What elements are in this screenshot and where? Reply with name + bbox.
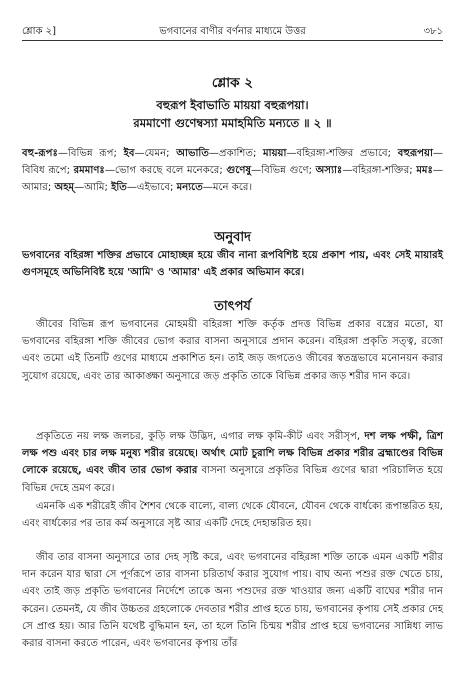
- purport-text: জীব তার বাসনা অনুসারে তার দেহ সৃষ্টি করে, এবং ভগবানের বহিরঙ্গা শক্তি তাকে এমন একটি শরীর দান করেন যার দ্বারা সে পূর্ণরূপে তার বাসনা চরিতার্থ করার সুযোগ পায়। বাঘ অন্য পশুর রক্ত খেতে চায়, এবং তাই জড় প্রকৃতি ভগবানের নির্দেশে তাকে অন্য পশুদের রক্ত খাওয়ার জন্য একটি বাঘের শরীর দান করেন। তেমনই, যে জীব উচ্চতর গ্রহলোকে দেবতার শরীর প্রাপ্ত হতে চায়, ভগবানের কৃপায় সেই প্রকার দেহ সে প্রাপ্ত হয়। আর তিনি যথেষ্ট বুদ্ধিমান হন, তা হলে তিনি চিন্ময় শরীর প্রাপ্ত হয়ে ভগবানের সান্নিধ্য লাভ করার বাসনা করতে পারেন, এবং ভগবানের কৃপায় তাঁর: [22, 552, 443, 650]
- chapter-verse-label: শ্লোক ২]: [22, 26, 57, 37]
- synonym-term: আভাতি: [176, 148, 209, 159]
- synonym-meaning: —ভোগ করছে বলে মনেকরে;: [104, 165, 227, 177]
- synonym-meaning: —বিবিধ রূপে;: [22, 148, 443, 177]
- translation-text: ভগবানের বহিরঙ্গা শক্তির প্রভাবে মোহাচ্ছন্ন হয়ে জীব নানা রূপবিশিষ্ট হয়ে প্রকাশ পায়, এবং সেই মায়ারই গুণসমূহে অভিনিবিষ্ট হয়ে 'আমি' ও 'আমার' এই প্রকার অভিমান করে।: [22, 250, 443, 279]
- synonym-meaning: —আমার;: [22, 165, 443, 194]
- synonym-term: অহম্: [54, 182, 75, 194]
- chapter-title: ভগবানের বাণীর বর্ণনার মাধ্যমে উত্তর: [159, 26, 306, 37]
- synonym-meaning: —বহিরঙ্গা-শক্তির প্রভাবে;: [286, 148, 398, 159]
- purport-paragraph-4: [22, 549, 443, 652]
- synonyms: [22, 145, 443, 197]
- synonym-meaning: —আমি;: [74, 182, 112, 194]
- synonym-term: ইব: [123, 148, 135, 159]
- verse-line-1: বহুরূপ ইবাভাতি মায়য়া বহুরূপয়া।: [156, 98, 309, 112]
- synonym-term: মমঃ: [416, 165, 433, 177]
- synonym-term: বহু-রূপঃ: [22, 148, 58, 159]
- verse-line-2: রমমাণো গুণেম্বস্যা মমাহমিতি মন্যতে ॥ ২ ॥: [133, 116, 332, 130]
- purport-paragraph-3: [22, 498, 443, 532]
- purport-text: প্রকৃতিতে নয় লক্ষ জলচর, কুড়ি লক্ষ উদ্ভিদ, এগার লক্ষ কৃমি-কীট এবং সরীসৃপ,: [36, 431, 365, 442]
- running-head: [22, 24, 443, 41]
- synonym-term: রমমাণঃ: [73, 165, 105, 177]
- synonym-meaning: —মনে করে।: [202, 182, 253, 194]
- synonym-meaning: —এইভাবে;: [126, 182, 177, 194]
- synonym-term: মায়য়া: [263, 148, 287, 159]
- page-number: ৩৮১: [423, 26, 443, 37]
- translation-heading: অনুবাদ: [214, 230, 251, 245]
- purport-text: এমনকি এক শরীরেই জীব শৈশব থেকে বাল্যে, বাল্য থেকে যৌবনে, যৌবন থেকে বার্ধক্যে রূপান্তরিত হয়, এবং বার্ধক্যের পর তার কর্ম অনুসারে সৃষ্ট আর একটি দেহে দেহান্তরিত হয়।: [22, 501, 443, 530]
- purport-text: জীবের বিভিন্ন রূপ ভগবানের মোহময়ী বহিরঙ্গা শক্তি কর্তৃক প্রদত্ত বিভিন্ন প্রকার বস্ত্রের মতো, যা ভগবানের বহিরঙ্গা শক্তি জীবের ভোগ করার বাসনা অনুসারে প্রদান করেন। বহিরঙ্গা প্রকৃতি সত্ত্ব, রজো এবং তমো এই তিনটি গুণের মাধ্যমে প্রকাশিত হন। তাই জড় জগতেও জীবের স্বতন্ত্রভাবে মনোনয়ন করার সুযোগ রয়েছে, এবং তার আকাঙ্ক্ষা অনুসারে জড় প্রকৃতি তাকে বিভিন্ন প্রকার জড় শরীর দান করে।: [22, 319, 443, 382]
- synonym-meaning: —বিভিন্ন গুণে;: [251, 165, 316, 177]
- synonym-term: ইতি: [111, 182, 127, 194]
- purport-paragraph-1: [22, 316, 443, 385]
- synonym-meaning: —বহিরঙ্গা-শক্তির;: [342, 165, 417, 177]
- synonym-term: বহুরূপয়া: [397, 148, 433, 159]
- verse-number: শ্লোক ২: [211, 75, 254, 91]
- purport-paragraph-2: [22, 428, 443, 497]
- synonym-term: মন্যতে: [176, 182, 203, 194]
- synonym-term: অস্যাঃ: [315, 165, 343, 177]
- purport-text: বাসনা অনুসারে প্রকৃতির বিভিন্ন গুণের দ্বারা পরিচালিত হয়ে বিভিন্ন দেহে ভ্রমণ করে।: [22, 465, 443, 494]
- purport-heading: তাৎপর্য: [214, 299, 251, 314]
- synonym-meaning: —প্রকাশিত;: [208, 148, 264, 159]
- synonym-meaning: —যেমন;: [134, 148, 177, 159]
- purport-text-bold: দশ লক্ষ পক্ষী, ত্রিশ লক্ষ পশু এবং চার লক্ষ মনুষ্য শরীর রয়েছে। অর্থাৎ মোট চুরাশি লক্ষ বিভিন্ন প্রকার শরীর ব্রহ্মাণ্ডের বিভিন্ন লোকে রয়েছে, এবং জীব তার ভোগ করার: [22, 431, 443, 477]
- synonym-meaning: —বিভিন্ন রূপ;: [57, 148, 124, 159]
- synonym-term: গুণেষু: [226, 165, 252, 177]
